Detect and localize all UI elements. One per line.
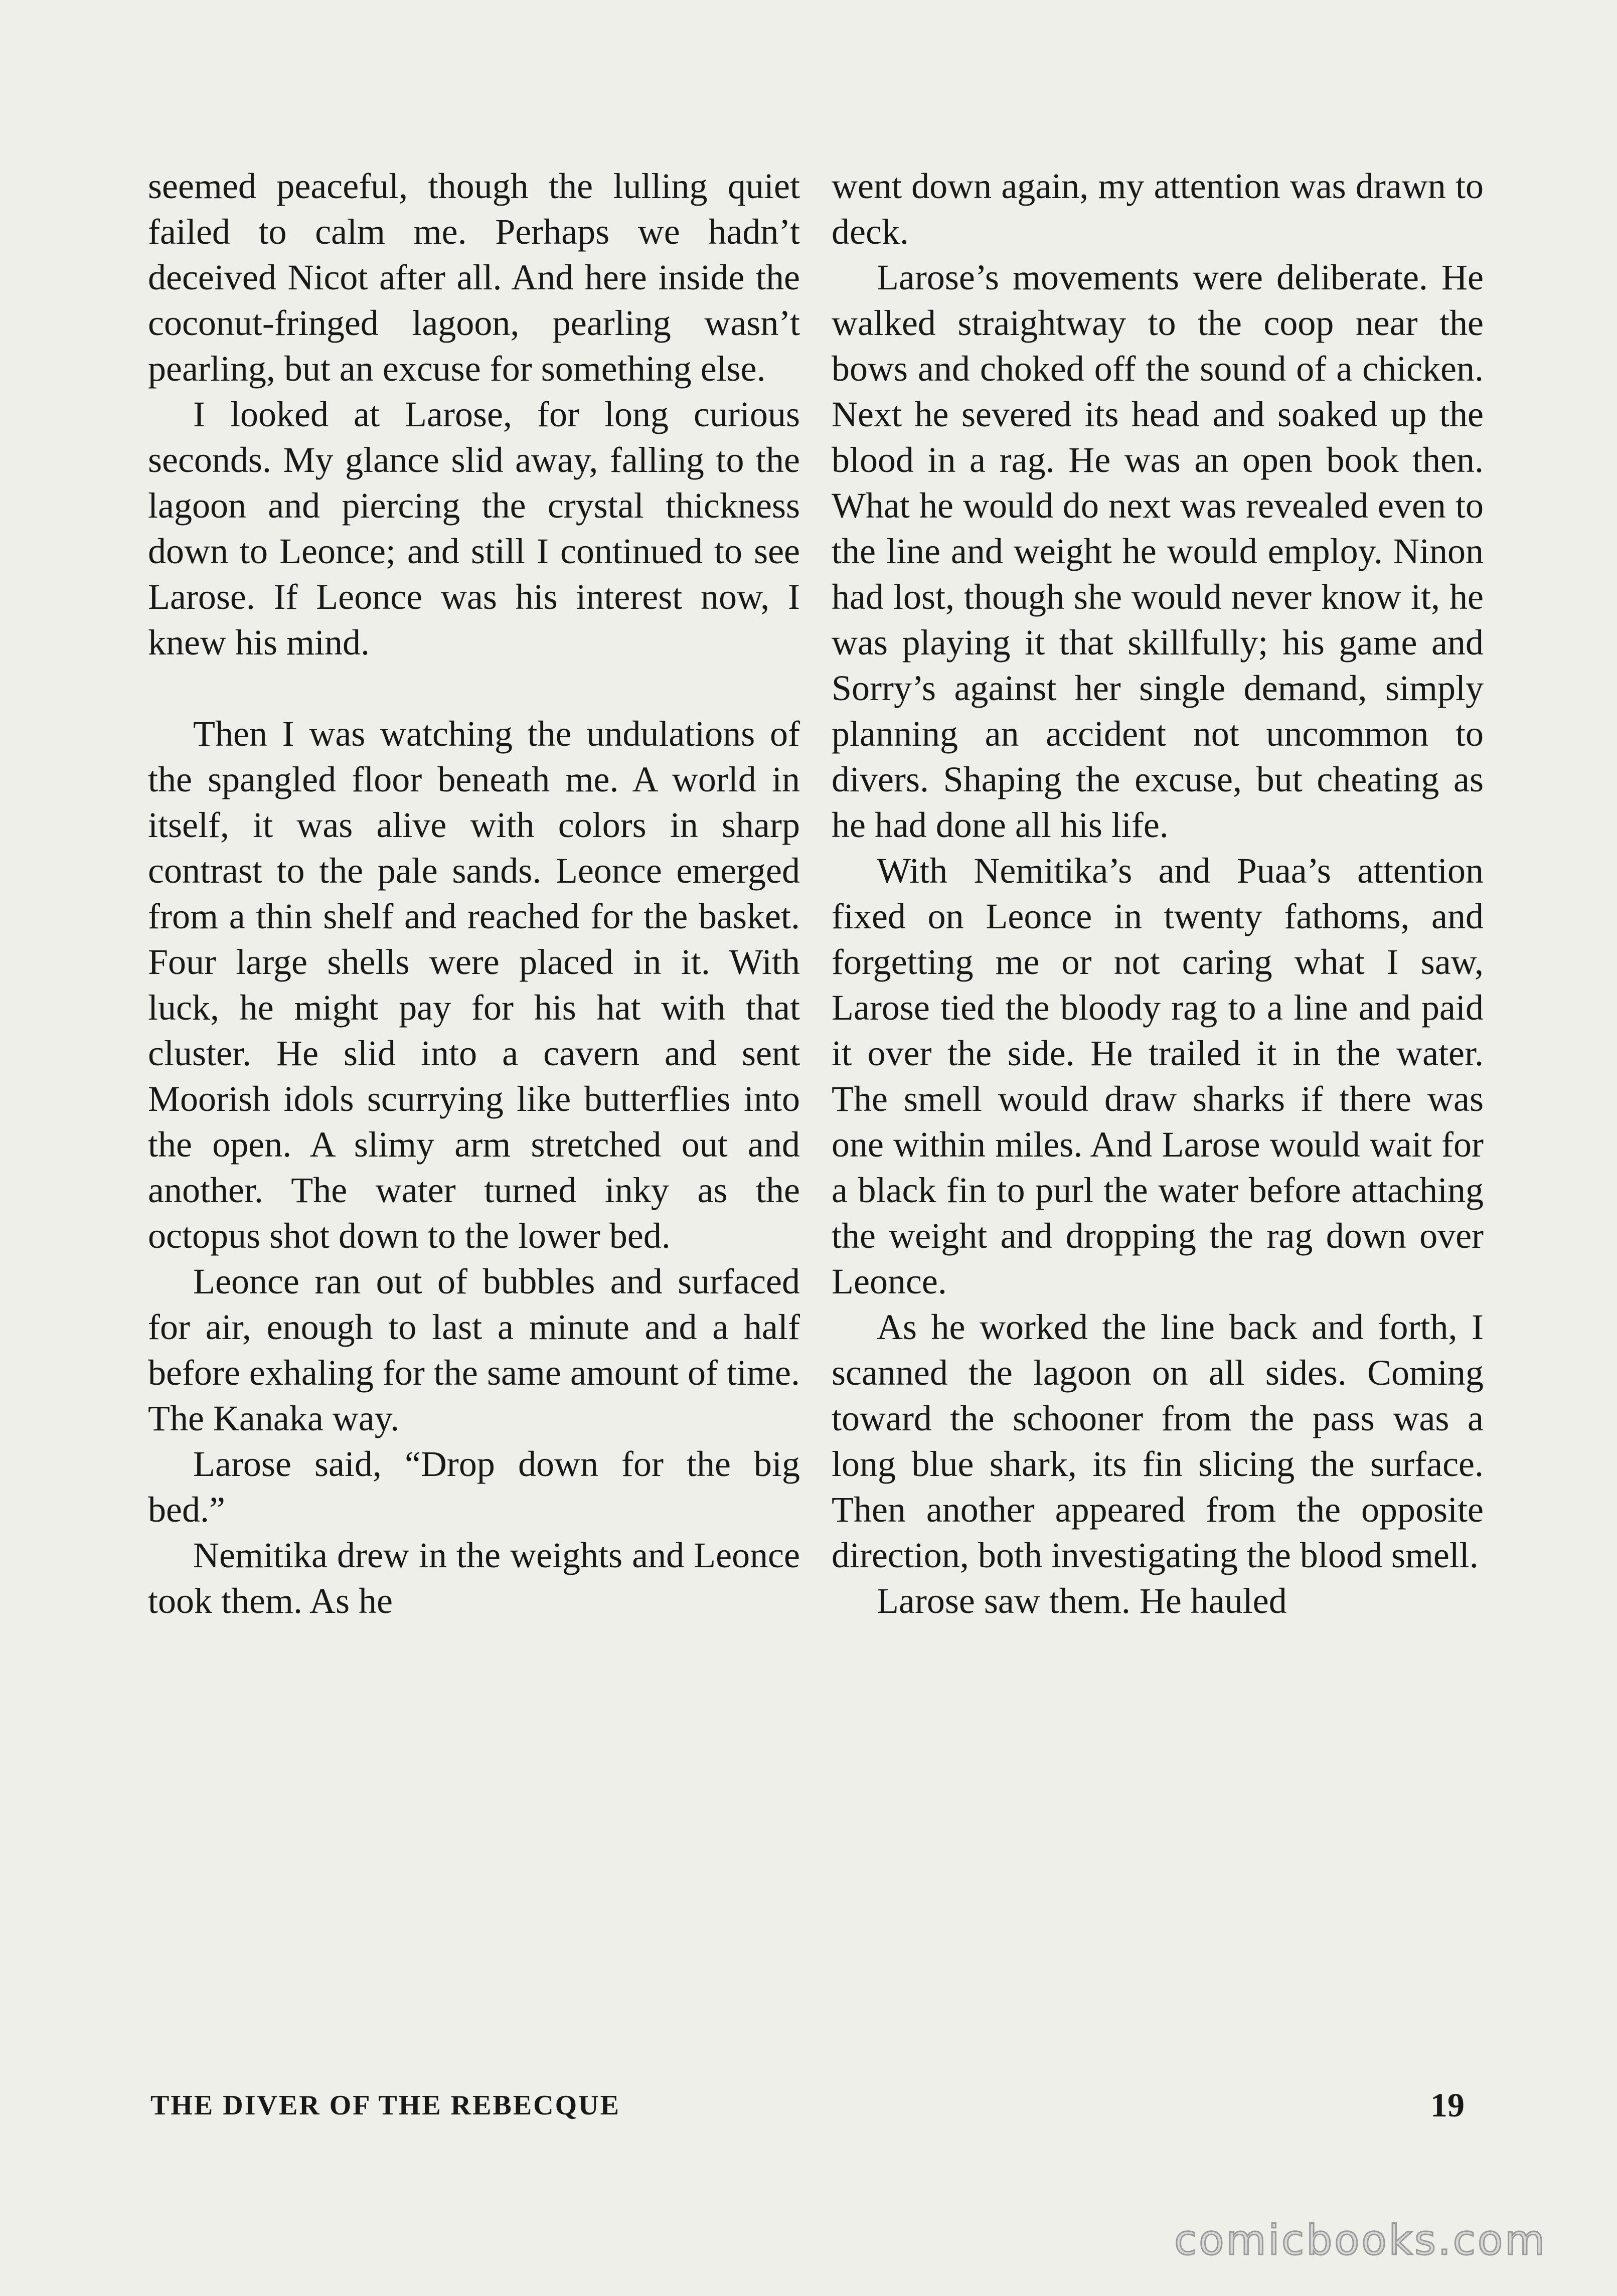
paragraph: Larose saw them. He hauled: [877, 1581, 1287, 1621]
paragraph: Nemitika drew in the weights and Leonce took them. As he: [148, 1535, 800, 1621]
paragraph: Leonce ran out of bubbles and surfaced for air, enough to last a minute and a half before exhaling for the same amount of time. The Kanaka way.: [148, 1261, 800, 1438]
paragraph: went down again, my attention was drawn to deck.: [832, 166, 1484, 252]
watermark: comicbooks.com: [1174, 2217, 1547, 2264]
running-title: THE DIVER OF THE REBECQUE: [150, 2090, 620, 2121]
paragraph: Then I was watching the undulations of the spangled floor beneath me. A world in itself, it was alive with colors in sharp contrast to the pale sands. Leonce emerged from a thin shelf and reached for the basket. Four large shells were placed in it. With luck, he might pay for his hat with that cluster. He slid into a cavern and sent Moorish idols scurrying like butterflies into the open. A slimy arm stretched out and another. The water turned inky as the octopus shot down to the lower bed.: [148, 714, 800, 1256]
paragraph: Larose’s movements were deliberate. He walked straightway to the coop near the bows and choked off the sound of a chicken. Next he severed its head and soaked up the blood in a rag. He was an open book then. What he would do next was revealed even to the line and weight he would employ. Ninon had lost, though she would never know it, he was playing it that skillfully; his game and Sorry’s against her single demand, simply planning an accident not uncommon to divers. Shaping the excuse, but cheating as he had done all his life.: [832, 257, 1484, 845]
paragraph: With Nemitika’s and Puaa’s attention fixed on Leonce in twenty fathoms, and forgetting me or not caring what I saw, Larose tied the bloody rag to a line and paid it over the side. He trailed it in the water. The smell would draw sharks if there was one within miles. And Larose would wait for a black fin to purl the water before attaching the weight and dropping the rag down over Leonce.: [832, 851, 1484, 1301]
page-footer: [150, 2085, 1465, 2130]
right-column: [832, 163, 1484, 1624]
page-number: 19: [1430, 2086, 1465, 2124]
paragraph: As he worked the line back and forth, I scanned the lagoon on all sides. Coming toward the schooner from the pass was a long blue shark, its fin slicing the surface. Then another appeared from the opposite direction, both investigating the blood smell.: [832, 1307, 1484, 1575]
left-column: [148, 163, 800, 1624]
paragraph: Larose said, “Drop down for the big bed.”: [148, 1444, 800, 1530]
paragraph: I looked at Larose, for long curious seconds. My glance slid away, falling to the lagoon and piercing the crystal thickness down to Leonce; and still I continued to see Larose. If Leonce was his interest now, I knew his mind.: [148, 394, 800, 663]
paragraph: seemed peaceful, though the lulling quiet failed to calm me. Perhaps we hadn’t deceived Nicot after all. And here inside the coconut-fringed lagoon, pearling wasn’t pearling, but an excuse for something else.: [148, 166, 800, 389]
